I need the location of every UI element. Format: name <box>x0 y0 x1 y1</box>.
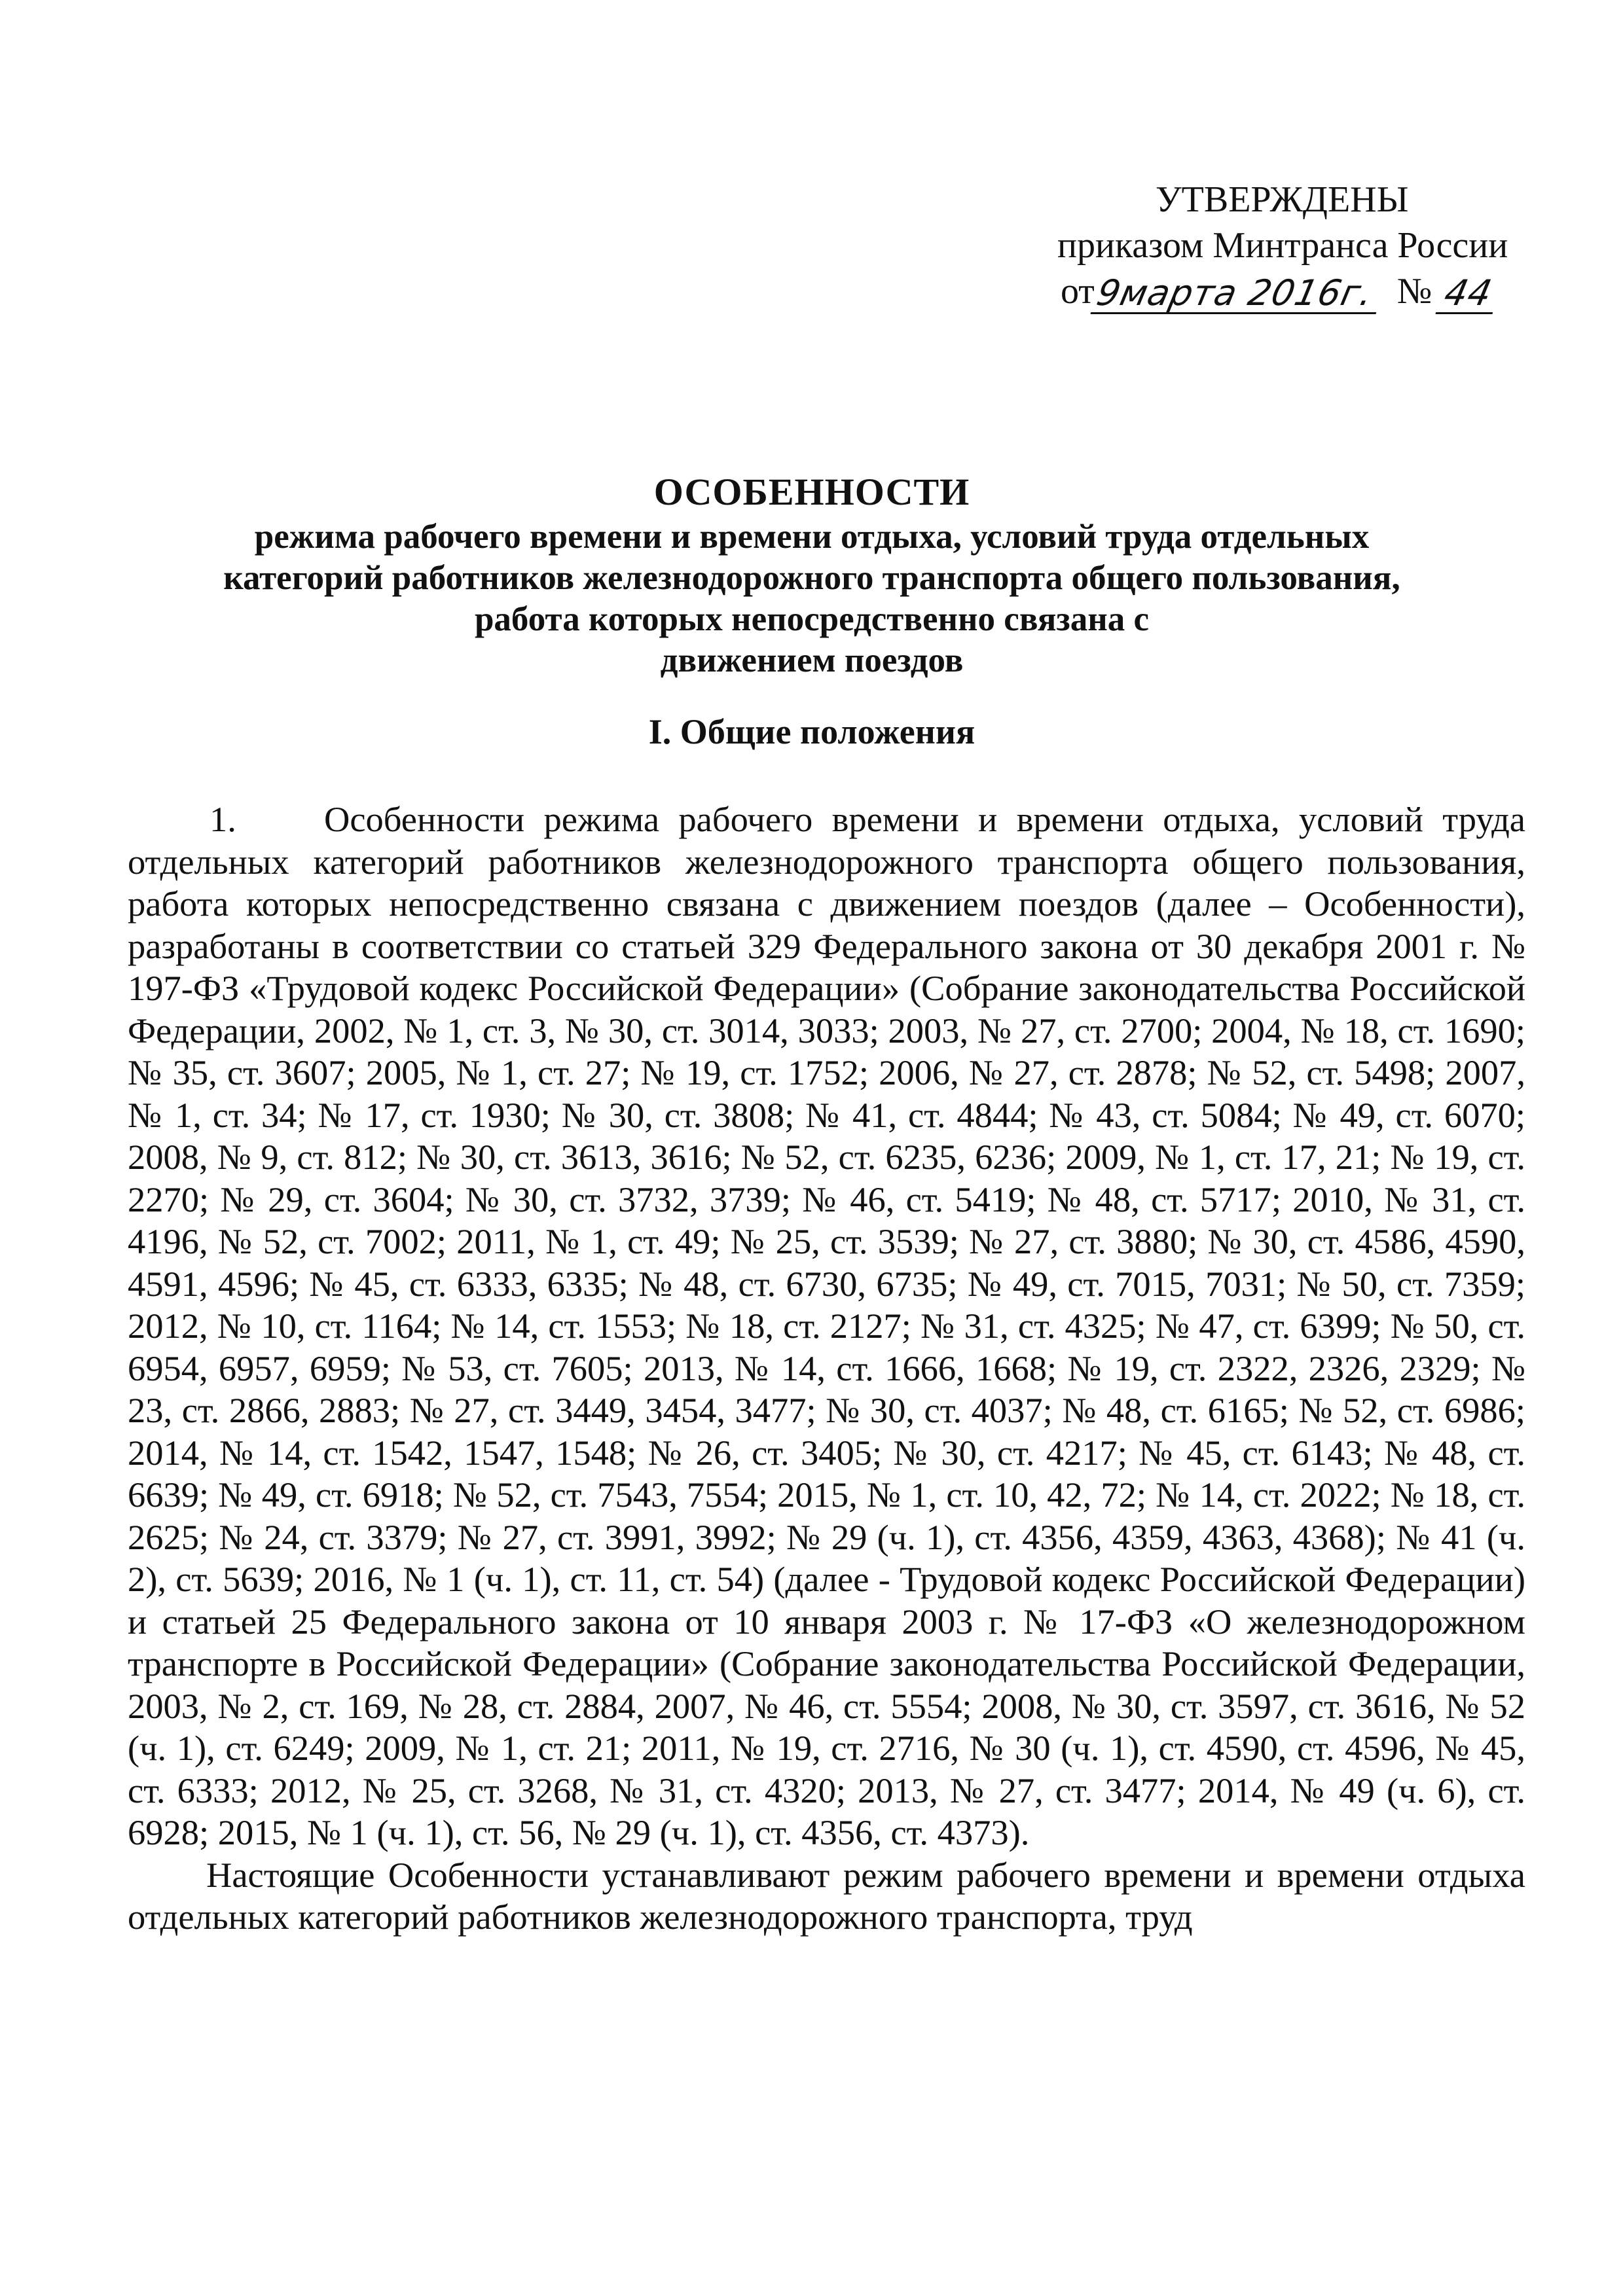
document-subtitle-line-3: работа которых непосредственно связана с <box>474 600 1150 638</box>
paragraph-2-text: Настоящие Особенности устанавливают режим рабочего времени и времени отдыха отдельных категорий работников железнодорожного транспорта, труд <box>128 1854 1525 1937</box>
from-label: от <box>1061 271 1095 312</box>
document-title-block <box>170 471 1453 681</box>
approval-order-line: приказом Минтранса России <box>1057 225 1508 266</box>
section-heading: I. Общие положения <box>648 712 976 751</box>
document-subtitle-line-1: режима рабочего времени и времени отдыха, условий труда отдельных <box>254 518 1370 556</box>
paragraph-number: 1. <box>210 799 236 839</box>
paragraph-1-text: Особенности режима рабочего времени и времени отдыха, условий труда отдельных категорий работников железнодорожного транспорта общего пользования, работа которых непосредственно связана с движением поездов (далее – Особенности), разработаны в соответствии со статьей 329 Федерального закона от 30 декабря 2001 г. № 197-ФЗ «Трудовой кодекс Российской Федерации» (Собрание законодательства Российской Федерации, 2002, № 1, ст. 3, № 30, ст. 3014, 3033; 2003, № 27, ст. 2700; 2004, № 18, ст. 1690; № 35, ст. 3607; 2005, № 1, ст. 27; № 19, ст. 1752; 2006, № 27, ст. 2878; № 52, ст. 5498; 2007, № 1, ст. 34; № 17, ст. 1930; № 30, ст. 3808; № 41, ст. 4844; № 43, ст. 5084; № 49, ст. 6070; 2008, № 9, ст. 812; № 30, ст. 3613, 3616; № 52, ст. 6235, 6236; 2009, № 1, ст. 17, 21; № 19, ст. 2270; № 29, ст. 3604; № 30, ст. 3732, 3739; № 46, ст. 5419; № 48, ст. 5717; 2010, № 31, ст. 4196, № 52, ст. 7002; 2011, № 1, ст. 49; № 25, ст. 3539; № 27, ст. 3880; № 30, ст. 4586, 4590, 4591, 4596; № 45, ст. 6333, 6335; № 48, ст. 6730, 6735; № 49, ст. 7015, 7031; № 50, ст. 7359; 2012, № 10, ст. 1164; № 14, ст. 1553; № 18, ст. 2127; № 31, ст. 4325; № 47, ст. 6399; № 50, ст. 6954, 6957, 6959; № 53, ст. 7605; 2013, № 14, ст. 1666, 1668; № 19, ст. 2322, 2326, 2329; № 23, ст. 2866, 2883; № 27, ст. 3449, 3454, 3477; № 30, ст. 4037; № 48, ст. 6165; № 52, ст. 6986; 2014, № 14, ст. 1542, 1547, 1548; № 26, ст. 3405; № 30, ст. 4217; № 45, ст. 6143; № 48, ст. 6639; № 49, ст. 6918; № 52, ст. 7543, 7554; 2015, № 1, ст. 10, 42, 72; № 14, ст. 2022; № 18, ст. 2625; № 24, ст. 3379; № 27, ст. 3991, 3992; № 29 (ч. 1), ст. 4356, 4359, 4363, 4368); № 41 (ч. 2), ст. 5639; 2016, № 1 (ч. 1), ст. 11, ст. 54) (далее - Трудовой кодекс Российской Федерации) и статьей 25 Федерального закона от 10 января 2003 г. № 17-ФЗ «О железнодорожном транспорте в Российской Федерации» (Собрание законодательства Российской Федерации, 2003, № 2, ст. 169, № 28, ст. 2884, 2007, № 46, ст. 5554; 2008, № 30, ст. 3597, ст. 3616, № 52 (ч. 1), ст. 6249; 2009, № 1, ст. 21; 2011, № 19, ст. 2716, № 30 (ч. 1), ст. 4590, ст. 4596, № 45, ст. 6333; 2012, № 25, ст. 3268, № 31, ст. 4320; 2013, № 27, ст. 3477; 2014, № 49 (ч. 6), ст. 6928; 2015, № 1 (ч. 1), ст. 56, № 29 (ч. 1), ст. 4356, ст. 4373). <box>128 799 1525 1852</box>
paragraph-2 <box>128 1854 1525 1939</box>
number-label: № <box>1396 271 1432 312</box>
handwritten-date: 9марта 2016г. <box>1090 274 1384 314</box>
body-text <box>128 798 1525 1939</box>
document-subtitle-line-4: движением поездов <box>660 641 964 679</box>
approval-date-number-line <box>1034 268 1532 314</box>
paragraph-1 <box>128 798 1525 1854</box>
document-subtitle-line-2: категорий работников железнодорожного транспорта общего пользования, <box>223 559 1400 597</box>
document-title: ОСОБЕННОСТИ <box>653 471 970 513</box>
handwritten-number: 44 <box>1436 274 1501 314</box>
approval-heading: УТВЕРЖДЕНЫ <box>1156 179 1409 220</box>
approval-stamp <box>1034 177 1532 314</box>
